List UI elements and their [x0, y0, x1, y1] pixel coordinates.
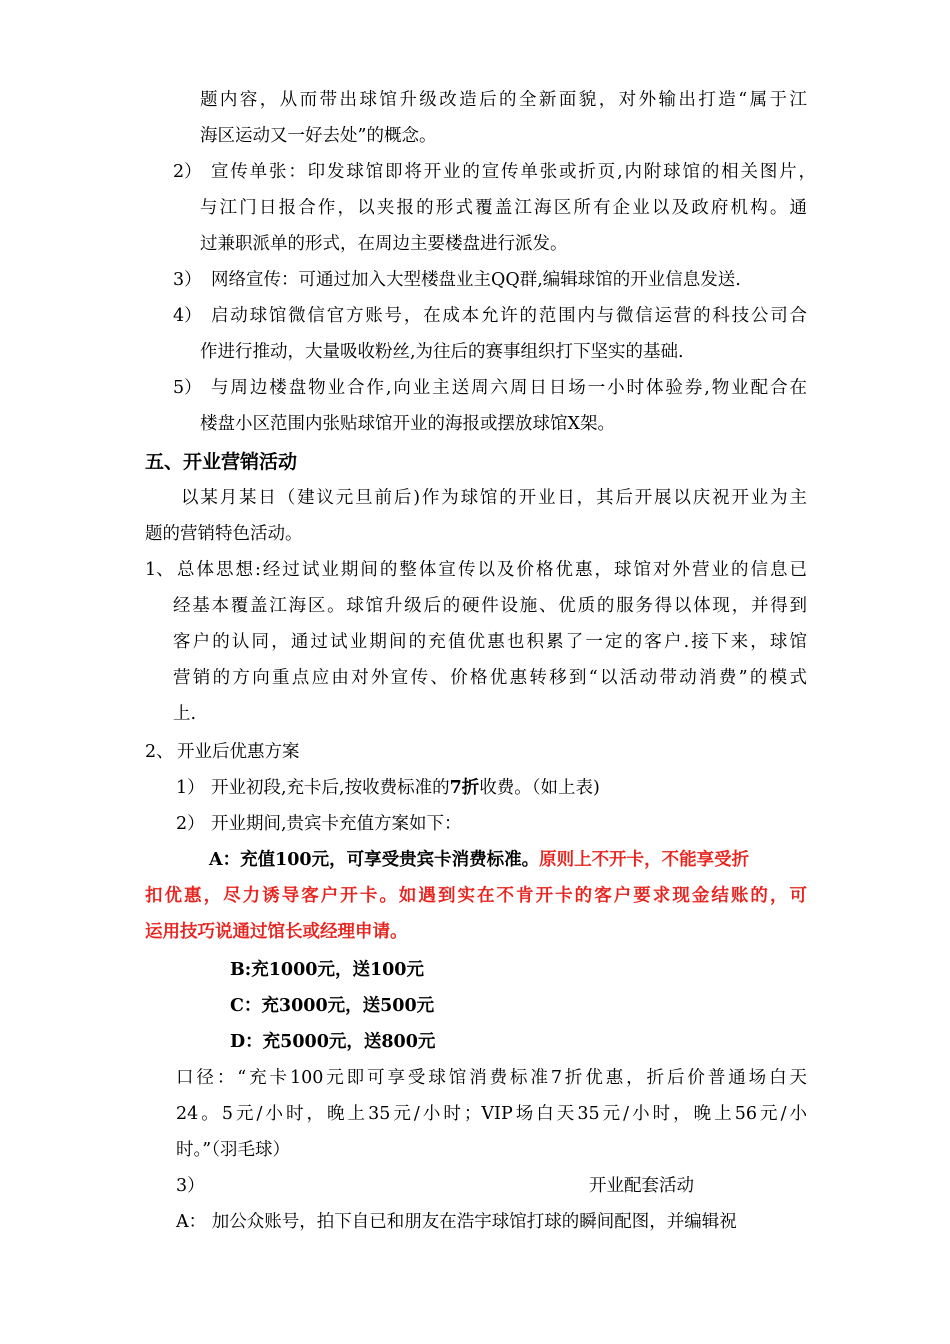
- plan-a-warning: 原则上不开卡，不能享受折: [539, 850, 750, 870]
- list-number: 2）: [173, 162, 202, 182]
- plan-a-line: A：充值100元，可享受贵宾卡消费标准。原则上不开卡，不能享受折: [209, 850, 750, 870]
- plan-a-warning: 运用技巧说通过馆长或经理申请。: [145, 922, 408, 942]
- list-item-text: 作进行推动，大量吸收粉丝,为往后的赛事组织打下坚实的基础.: [200, 342, 684, 362]
- sales-script-line: 24。5元/小时，晚上35元/小时；VIP场白天35元/小时，晚上56元/小: [176, 1104, 807, 1124]
- plan-d: D：充5000元，送800元: [230, 1032, 436, 1052]
- list-number: 1）: [176, 778, 205, 798]
- paragraph-line: 上.: [173, 704, 197, 724]
- list-item-text: 开业初段,充卡后,按收费标准的7折收费。（如上表): [211, 778, 600, 798]
- activity-line: A： 加公众账号，拍下自已和朋友在浩宇球馆打球的瞬间配图，并编辑祝: [176, 1212, 737, 1232]
- plan-b: B:充1000元，送100元: [230, 960, 424, 980]
- list-number: 3）: [173, 270, 202, 290]
- paragraph-line: 题内容，从而带出球馆升级改造后的全新面貌，对外输出打造“属于江: [200, 90, 807, 110]
- list-number: 3）: [176, 1176, 205, 1196]
- list-item-text: 与周边楼盘物业合作,向业主送周六周日日场一小时体验券,物业配合在: [211, 378, 807, 398]
- list-item-text: 网络宣传：可通过加入大型楼盘业主QQ群,编辑球馆的开业信息发送.: [211, 270, 741, 290]
- list-number: 2）: [176, 814, 205, 834]
- list-number: 4）: [173, 306, 202, 326]
- sales-script-line: 口径：“充卡100元即可享受球馆消费标准7折优惠，折后价普通场白天: [176, 1068, 807, 1088]
- list-item-text: 开业期间,贵宾卡充值方案如下：: [211, 814, 462, 834]
- list-number: 5）: [173, 378, 202, 398]
- subsection-title: 开业后优惠方案: [177, 742, 300, 762]
- list-item-text: 与江门日报合作，以夹报的形式覆盖江海区所有企业以及政府机构。通: [200, 198, 807, 218]
- paragraph-line: 以某月某日（建议元旦前后)作为球馆的开业日，其后开展以庆祝开业为主: [181, 488, 807, 508]
- paragraph-line: 总体思想:经过试业期间的整体宣传以及价格优惠，球馆对外营业的信息已: [177, 560, 807, 580]
- paragraph-line: 题的营销特色活动。: [145, 524, 303, 544]
- list-item-text: 过兼职派单的形式，在周边主要楼盘进行派发。: [200, 234, 568, 254]
- plan-c: C：充3000元，送500元: [230, 996, 435, 1016]
- plan-a-warning: 扣优惠，尽力诱导客户开卡。如遇到实在不肯开卡的客户要求现金结账的，可: [145, 886, 807, 906]
- paragraph-line: 客户的认同，通过试业期间的充值优惠也积累了一定的客户.接下来，球馆: [173, 632, 807, 652]
- sales-script-line: 时。”（羽毛球）: [176, 1140, 290, 1160]
- discount-highlight: 7折: [449, 778, 480, 798]
- list-item-text: 启动球馆微信官方账号，在成本允许的范围内与微信运营的科技公司合: [211, 306, 807, 326]
- list-item-text: 宣传单张：印发球馆即将开业的宣传单张或折页,内附球馆的相关图片，: [211, 162, 816, 182]
- list-item-text: 楼盘小区范围内张贴球馆开业的海报或摆放球馆X架。: [200, 414, 615, 434]
- list-number: 2、: [145, 742, 174, 762]
- list-number: 1、: [145, 560, 174, 580]
- subsection-title: 开业配套活动: [589, 1176, 694, 1196]
- paragraph-line: 海区运动又一好去处”的概念。: [200, 126, 437, 146]
- section-heading: 五、开业营销活动: [145, 451, 298, 473]
- paragraph-line: 经基本覆盖江海区。球馆升级后的硬件设施、优质的服务得以体现，并得到: [173, 596, 807, 616]
- paragraph-line: 营销的方向重点应由对外宣传、价格优惠转移到“以活动带动消费”的模式: [173, 668, 807, 688]
